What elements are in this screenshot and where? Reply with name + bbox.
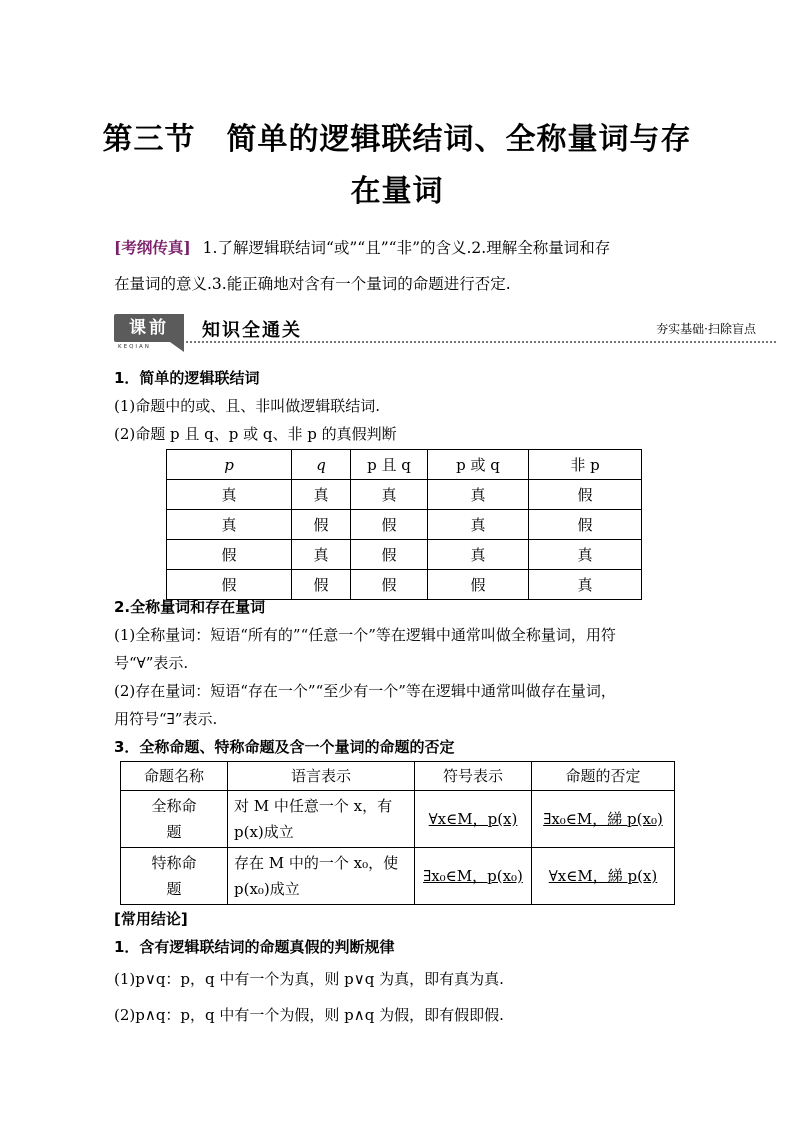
banner-title: 知识全通关 (202, 320, 302, 341)
table-row (121, 848, 675, 905)
page-title-line2: 在量词 (350, 174, 444, 209)
table-header: q (292, 450, 351, 480)
table-cell: 假 (351, 510, 428, 540)
table-cell: 假 (428, 570, 529, 600)
section1-item2: (2)命题 p 且 q、p 或 q、非 p 的真假判断 (114, 425, 397, 443)
table-cell: 特称命题 (121, 848, 228, 905)
conclusions-item1: (1)p∨q：p，q 中有一个为真，则 p∨q 为真，即有真为真. (114, 970, 504, 988)
table-header: 语言表示 (228, 762, 415, 791)
section2-heading: 2.全称量词和存在量词 (114, 598, 266, 616)
table-row (167, 570, 642, 600)
table-cell: 假 (351, 540, 428, 570)
banner-subtitle: 夯实基础·扫除盲点 (656, 322, 756, 336)
syllabus-label: [考纲传真] (114, 238, 191, 257)
conclusions-item2: (2)p∧q：p，q 中有一个为假，则 p∧q 为假，即有假即假. (114, 1006, 504, 1024)
section-banner (114, 314, 776, 352)
section2-item1a: (1)全称量词：短语“所有的”“任意一个”等在逻辑中通常叫做全称量词，用符 (114, 626, 616, 644)
quantifier-table (120, 761, 675, 905)
table-cell: 假 (292, 510, 351, 540)
table-cell: 假 (167, 570, 292, 600)
table-cell: 真 (351, 480, 428, 510)
table-cell: 假 (167, 540, 292, 570)
table-header: p 且 q (351, 450, 428, 480)
banner-dotted-line (186, 341, 776, 343)
table-cell: 真 (292, 480, 351, 510)
table-cell: 真 (428, 510, 529, 540)
table-cell: 假 (351, 570, 428, 600)
syllabus-text2: 在量词的意义.3.能正确地对含有一个量词的命题进行否定. (114, 275, 511, 293)
banner-badge-tail (170, 342, 184, 352)
banner-badge-sub: KEQIAN (118, 344, 151, 350)
syllabus-block (114, 230, 680, 302)
table-cell: 真 (428, 540, 529, 570)
table-cell: 假 (529, 510, 642, 540)
table-header: 命题的否定 (532, 762, 675, 791)
table-cell: 全称命题 (121, 791, 228, 848)
section2-item2b: 用符号“∃”表示. (114, 710, 218, 728)
conclusions-label: [常用结论] (114, 910, 188, 928)
table-cell: 假 (529, 480, 642, 510)
page-title-line1: 第三节 简单的逻辑联结词、全称量词与存 (102, 122, 692, 157)
table-row (167, 540, 642, 570)
table-cell: ∃x₀∈M，綈 p(x₀) (532, 791, 675, 848)
conclusions-heading: 1．含有逻辑联结词的命题真假的判断规律 (114, 938, 395, 956)
table-cell: 真 (292, 540, 351, 570)
table-cell: 真 (529, 570, 642, 600)
table-row (167, 480, 642, 510)
table-cell: 真 (428, 480, 529, 510)
syllabus-text1: 1.了解逻辑联结词“或”“且”“非”的含义.2.理解全称量词和存 (202, 239, 611, 257)
table-header: 命题名称 (121, 762, 228, 791)
section1-heading: 1．简单的逻辑联结词 (114, 369, 260, 387)
table-header: 非 p (529, 450, 642, 480)
table-cell: ∀x∈M，p(x) (415, 791, 532, 848)
table-cell: 真 (167, 510, 292, 540)
table-header: p 或 q (428, 450, 529, 480)
table-row (167, 510, 642, 540)
table-cell: 真 (529, 540, 642, 570)
section1-item1: (1)命题中的或、且、非叫做逻辑联结词. (114, 397, 381, 415)
table-row (121, 791, 675, 848)
section2-item2a: (2)存在量词：短语“存在一个”“至少有一个”等在逻辑中通常叫做存在量词， (114, 682, 616, 700)
table-cell: 真 (167, 480, 292, 510)
section2-item1b: 号“∀”表示. (114, 654, 189, 672)
table-header: p (167, 450, 292, 480)
table-cell: 假 (292, 570, 351, 600)
table-cell: 对 M 中任意一个 x，有 p(x)成立 (228, 791, 415, 848)
banner-badge: 课前 (114, 314, 184, 342)
table-header: 符号表示 (415, 762, 532, 791)
section3-heading: 3．全称命题、特称命题及含一个量词的命题的否定 (114, 738, 455, 756)
table-cell: ∀x∈M，綈 p(x) (532, 848, 675, 905)
truth-table (166, 449, 642, 600)
table-cell: ∃x₀∈M，p(x₀) (415, 848, 532, 905)
table-cell: 存在 M 中的一个 x₀，使 p(x₀)成立 (228, 848, 415, 905)
